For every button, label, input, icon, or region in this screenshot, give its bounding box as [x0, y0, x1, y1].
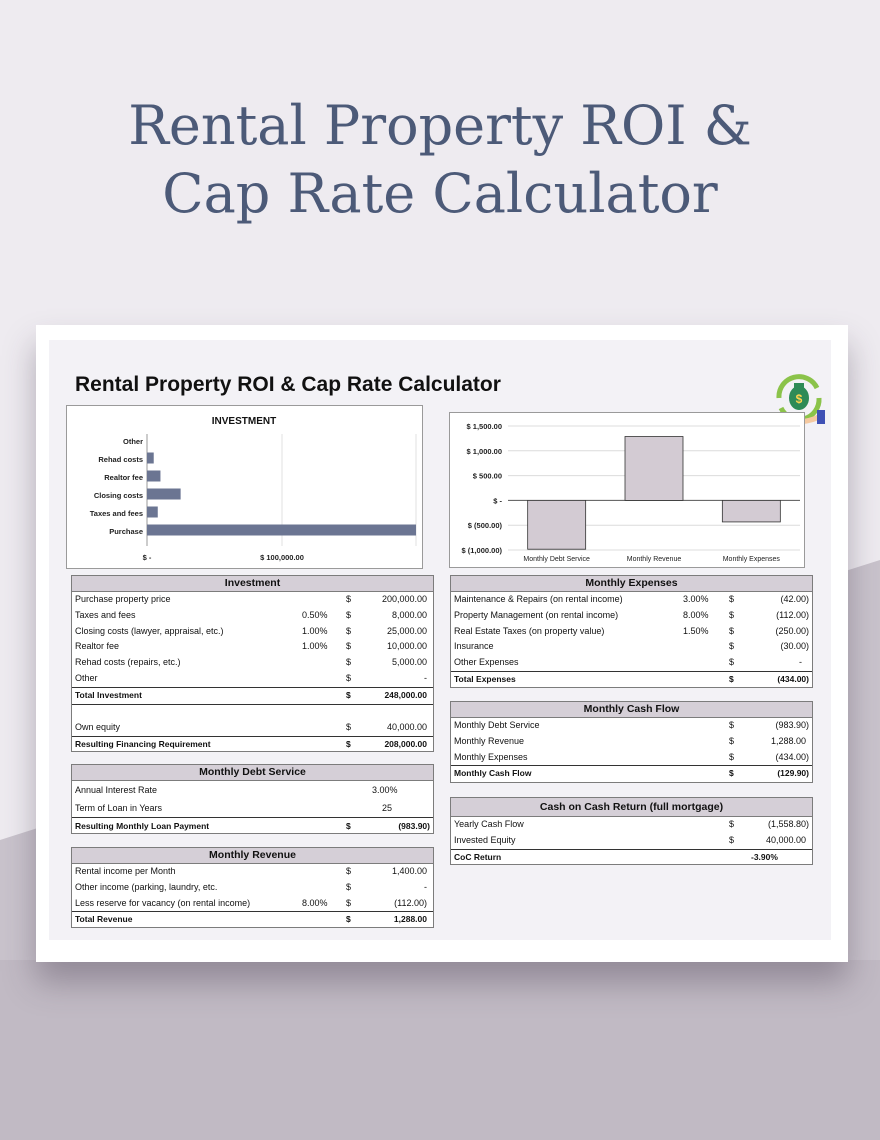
row-value: - [424, 672, 427, 683]
row-percent: 0.50% [302, 609, 328, 620]
row-currency: $ [346, 672, 352, 683]
table-row [451, 817, 812, 833]
row-label: Less reserve for vacancy (on rental income) [75, 897, 251, 908]
page-title-line-2: Cap Rate Calculator [162, 162, 718, 225]
row-label: Monthly Cash Flow [454, 768, 532, 779]
row-value: (129.90) [777, 768, 809, 779]
cashflow-table [450, 701, 813, 783]
row-label: Other [75, 672, 98, 683]
interest-rate-row [72, 781, 433, 799]
row-value: 10,000.00 [386, 641, 427, 652]
row-currency: $ [729, 657, 735, 668]
sheet-title: Rental Property ROI & Cap Rate Calculator [75, 373, 501, 396]
table-row [451, 718, 812, 734]
row-value: 5,000.00 [391, 657, 427, 668]
row-label: Other Expenses [454, 657, 519, 668]
row-label: CoC Return [454, 851, 502, 862]
debt-service-table [71, 764, 434, 834]
row-label: Resulting Financing Requirement [75, 739, 211, 750]
sheet-area [49, 340, 831, 940]
coc-return-header: Cash on Cash Return (full mortgage) [451, 798, 812, 817]
table-row [72, 655, 433, 671]
row-value: 200,000.00 [381, 594, 427, 604]
row-label: Real Estate Taxes (on property value) [454, 625, 605, 636]
row-label: Rehad costs (repairs, etc.) [75, 657, 181, 668]
category-label: Realtor fee [104, 473, 143, 482]
table-row [72, 896, 433, 912]
expenses-table [450, 575, 813, 688]
row-value: 40,000.00 [765, 834, 806, 845]
row-currency: $ [729, 609, 735, 620]
row-value: (434.00) [777, 673, 809, 684]
row-label: Maintenance & Repairs (on rental income) [454, 594, 623, 604]
row-value: 8,000.00 [391, 609, 427, 620]
investment-chart [67, 406, 422, 568]
row-label: Property Management (on rental income) [454, 609, 619, 620]
row-value: - [799, 657, 802, 668]
row-label: Purchase property price [75, 594, 171, 604]
spreadsheet-preview [36, 325, 848, 962]
monthly-cashflow-row [451, 765, 812, 782]
row-percent: 8.00% [302, 897, 328, 908]
bar-realtor-fee [147, 471, 160, 482]
row-label: Monthly Debt Service [454, 720, 540, 730]
row-value: (30.00) [780, 641, 809, 652]
row-currency: $ [729, 751, 735, 762]
table-row [72, 592, 433, 608]
total-expenses-row [451, 671, 812, 688]
spacer-row [72, 705, 433, 721]
x-tick-label: $ - [142, 553, 152, 562]
row-value: -3.90% [751, 851, 778, 862]
x-tick-label: $ 100,000.00 [260, 553, 304, 562]
row-value: (112.00) [776, 609, 809, 620]
row-percent: 3.00% [683, 594, 709, 604]
coc-return-table [450, 797, 813, 865]
row-value: (112.00) [394, 897, 427, 908]
row-label: Monthly Expenses [454, 751, 528, 762]
y-tick-label: $ (1,000.00) [461, 546, 502, 555]
coc-return-row [451, 849, 812, 866]
row-value: - [424, 881, 427, 892]
table-row [451, 639, 812, 655]
investment-chart-panel [66, 405, 423, 569]
row-currency: $ [346, 914, 351, 925]
cashflow-header: Monthly Cash Flow [451, 702, 812, 718]
y-tick-label: $ 1,500.00 [466, 422, 502, 431]
y-tick-label: $ - [493, 496, 502, 506]
row-label: Insurance [454, 641, 494, 652]
row-value: 1,288.00 [393, 914, 427, 925]
table-row [72, 864, 433, 880]
y-tick-label: $ 1,000.00 [466, 446, 502, 456]
row-value: 1,400.00 [391, 866, 427, 876]
row-value: (983.90) [775, 720, 809, 730]
row-currency: $ [729, 673, 734, 684]
cashflow-chart [450, 413, 804, 567]
row-currency: $ [729, 834, 735, 845]
investment-table [71, 575, 434, 752]
y-tick-label: $ (500.00) [467, 521, 502, 531]
row-label: Invested Equity [454, 834, 516, 845]
row-currency: $ [346, 609, 352, 620]
revenue-table [71, 847, 434, 928]
bar-monthly-expenses [722, 500, 780, 522]
page-title-line-1: Rental Property ROI & [128, 94, 752, 157]
row-value: 25,000.00 [386, 625, 427, 636]
category-label: Other [122, 437, 143, 446]
row-label: Total Investment [75, 689, 142, 700]
row-currency: $ [346, 657, 352, 668]
row-currency: $ [729, 768, 734, 779]
row-value: 248,000.00 [384, 689, 427, 700]
row-value: 25 [382, 803, 393, 813]
bar-monthly-revenue [625, 437, 683, 501]
row-label: Total Revenue [75, 914, 133, 925]
bar-closing-costs [147, 489, 181, 500]
revenue-header: Monthly Revenue [72, 848, 433, 864]
expenses-header: Monthly Expenses [451, 576, 812, 592]
row-label: Rental income per Month [75, 866, 176, 876]
row-currency: $ [729, 720, 735, 730]
row-value: (42.00) [780, 594, 809, 604]
table-row [451, 655, 812, 671]
row-currency: $ [346, 722, 352, 733]
page-title [0, 92, 880, 228]
row-currency: $ [729, 735, 735, 746]
table-row [451, 624, 812, 640]
row-currency: $ [346, 739, 351, 750]
loan-payment-row [72, 817, 433, 834]
row-value: 208,000.00 [384, 739, 427, 750]
table-row [451, 833, 812, 849]
row-currency: $ [346, 897, 352, 908]
category-label: Closing costs [93, 491, 143, 500]
row-currency: $ [346, 689, 351, 700]
row-label: Annual Interest Rate [75, 785, 158, 795]
row-percent: 8.00% [683, 609, 709, 620]
table-row [451, 734, 812, 750]
row-percent: 1.00% [302, 625, 328, 636]
table-row [72, 880, 433, 896]
y-tick-label: $ 500.00 [472, 471, 502, 481]
row-value: (983.90) [398, 821, 430, 831]
row-label: Yearly Cash Flow [454, 819, 524, 829]
bar-monthly-debt-service [528, 500, 586, 549]
row-currency: $ [346, 866, 352, 876]
table-row [451, 608, 812, 624]
row-currency: $ [729, 625, 735, 636]
row-label: Total Expenses [454, 673, 516, 684]
bar-purchase [147, 525, 416, 536]
row-currency: $ [346, 881, 352, 892]
category-label: Rehad costs [98, 455, 143, 464]
row-currency: $ [729, 594, 735, 604]
table-row [72, 608, 433, 624]
bar-rehad-costs [147, 453, 154, 464]
category-label: Monthly Debt Service [523, 556, 590, 563]
row-label: Closing costs (lawyer, appraisal, etc.) [75, 625, 224, 636]
row-currency: $ [729, 819, 735, 829]
table-row [72, 624, 433, 640]
total-revenue-row [72, 911, 433, 928]
row-value: 40,000.00 [386, 722, 427, 733]
investment-header: Investment [72, 576, 433, 592]
table-row [72, 639, 433, 655]
table-row [72, 671, 433, 687]
svg-text:$: $ [795, 392, 803, 406]
table-row [451, 592, 812, 608]
row-currency: $ [346, 594, 352, 604]
cashflow-chart-panel [449, 412, 805, 568]
row-currency: $ [346, 641, 352, 652]
row-currency: $ [346, 625, 352, 636]
bar-taxes-and-fees [147, 507, 158, 518]
total-investment-row [72, 687, 433, 705]
debt-service-header: Monthly Debt Service [72, 765, 433, 781]
row-label: Resulting Monthly Loan Payment [75, 821, 210, 831]
row-value: (250.00) [775, 625, 809, 636]
category-label: Monthly Expenses [722, 556, 780, 563]
row-value: 3.00% [372, 785, 398, 795]
financing-row [72, 736, 433, 753]
row-percent: 1.00% [302, 641, 328, 652]
row-label: Monthly Revenue [454, 735, 525, 746]
category-label: Purchase [109, 527, 143, 536]
row-label: Realtor fee [75, 641, 120, 652]
row-label: Own equity [75, 722, 121, 733]
row-value: 1,288.00 [770, 735, 806, 746]
own-equity-row [72, 720, 433, 736]
row-currency: $ [729, 641, 735, 652]
row-value: (434.00) [775, 751, 809, 762]
loan-term-row [72, 799, 433, 817]
chart-title: INVESTMENT [211, 416, 277, 427]
row-currency: $ [346, 821, 351, 831]
investment-rows [72, 592, 433, 753]
row-value: (1,558.80) [767, 819, 809, 829]
row-percent: 1.50% [683, 625, 709, 636]
table-row [451, 750, 812, 766]
row-label: Term of Loan in Years [75, 803, 163, 813]
category-label: Taxes and fees [89, 509, 143, 518]
row-label: Other income (parking, laundry, etc. [75, 881, 218, 892]
category-label: Monthly Revenue [626, 556, 682, 563]
row-label: Taxes and fees [75, 609, 136, 620]
